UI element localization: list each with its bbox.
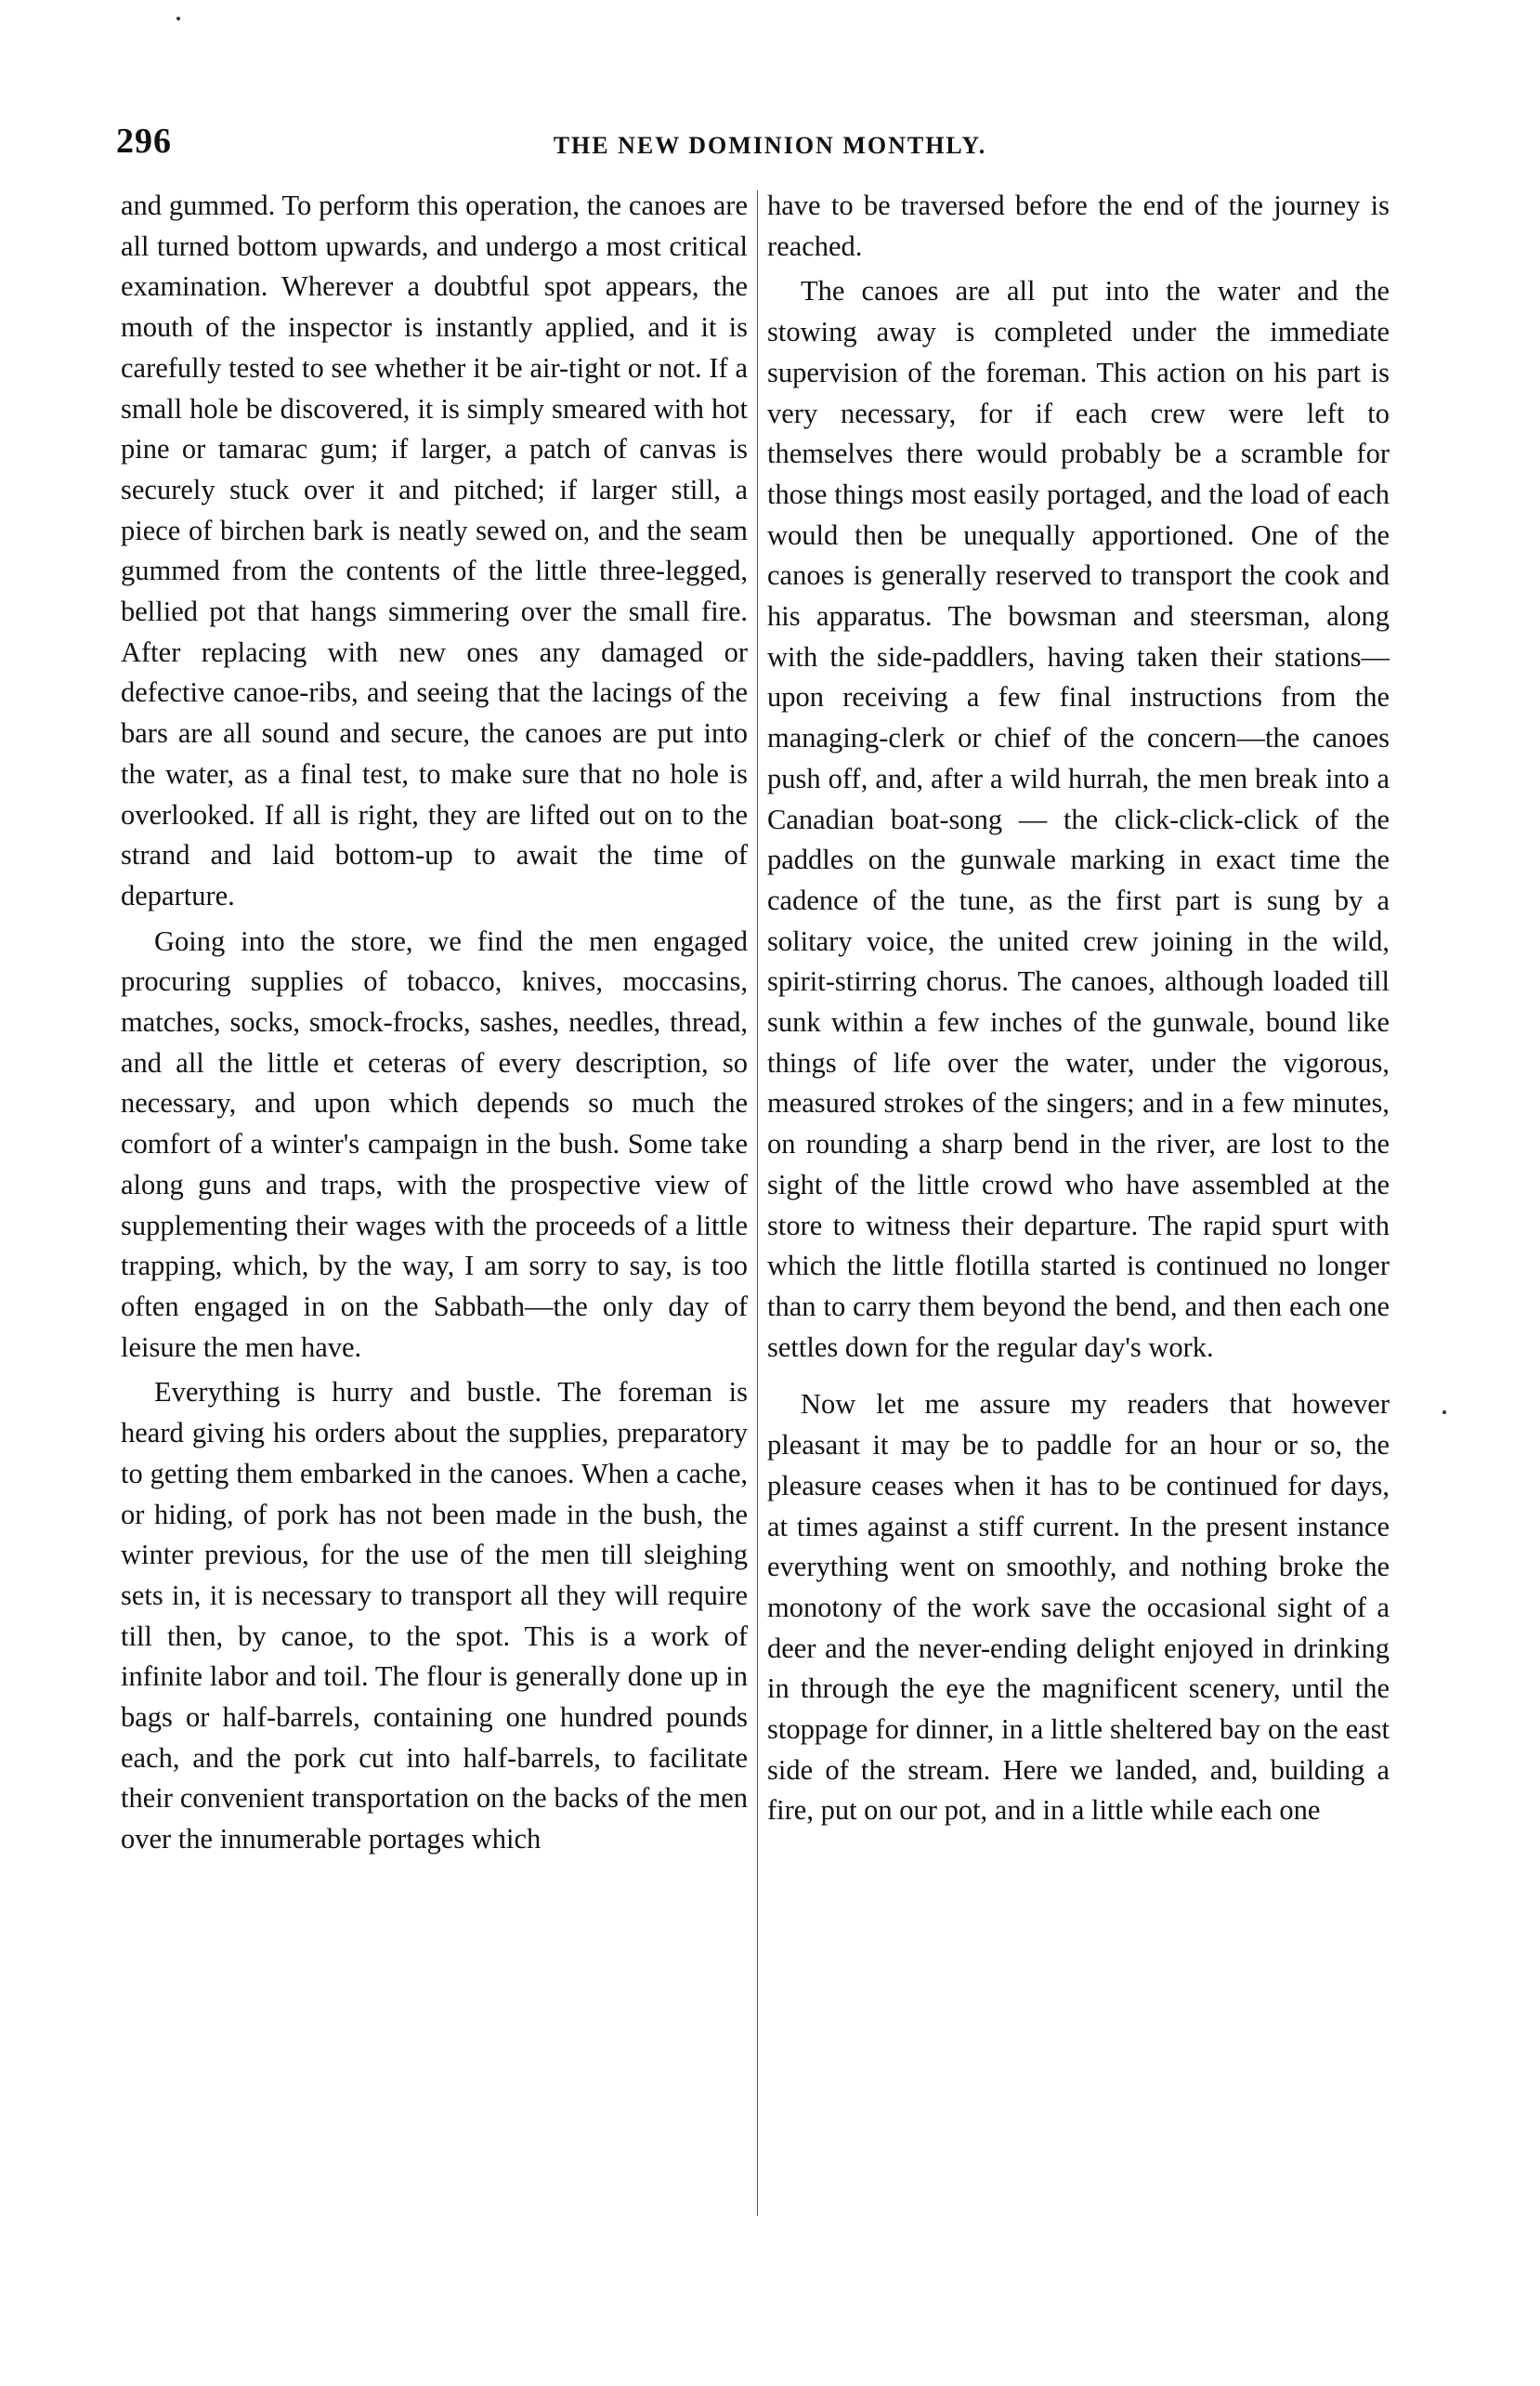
paragraph: The canoes are all put into the water and the stowing away is completed under the immediate supervision of the foreman. This action on his part is very necessary, for if each crew were left to themselves there would probably be a scramble for those things most easily portaged, and the load of each would then be unequally apportioned. One of the canoes is generally reserved to transport the cook and his apparatus. The bowsman and steersman, along with the side-paddlers, having taken their stations—upon receiving a few final instructions from the managing-clerk or chief of the concern—the canoes push off, and, after a wild hurrah, the men break into a Canadian boat-song — the click-click-click of the paddles on the gunwale marking in exact time the cadence of the tune, as the first part is sung by a solitary voice, the united crew joining in the wild, spirit-stirring chorus. The canoes, although loaded till sunk within a few inches of the gunwale, bound like things of life over the water, under the vigorous, measured strokes of the singers; and in a few minutes, on rounding a sharp bend in the river, are lost to the sight of the little crowd who have assembled at the store to witness their departure. The rapid spurt with which the little flotilla started is continued no longer than to carry them beyond the bend, and then each one settles down for the regular day's work. bbox=[767, 275, 1390, 1363]
left-column bbox=[121, 186, 748, 1860]
paragraph: Now let me assure my readers that however pleasant it may be to paddle for an hour or so, the pleasure ceases when it has to be continued for days, at times against a stiff current. In the present instance everything went on smoothly, and nothing broke the monotony of the work save the occasional sight of a deer and the never-ending delight enjoyed in drinking in through the eye the magnificent scenery, until the stoppage for dinner, in a little sheltered bay on the east side of the stream. Here we landed, and, building a fire, put on our pot, and in a little while each one bbox=[767, 1388, 1390, 1827]
page-number: 296 bbox=[116, 122, 172, 161]
page-speck bbox=[176, 17, 180, 20]
paragraph: have to be traversed before the end of the journey is reached. bbox=[767, 190, 1390, 262]
paragraph: Everything is hurry and bustle. The foreman is heard giving his orders about the supplies, preparatory to getting them embarked in the canoes. When a cache, or hiding, of pork has not been made in the bush, the winter previous, for the use of the men till sleighing sets in, it is necessary to transport all they will require till then, by canoe, to the spot. This is a work of infinite labor and toil. The flour is generally done up in bags or half-barrels, containing one hundred pounds each, and the pork cut into half-barrels, to facilitate their convenient transportation on the backs of the men over the innumerable portages which bbox=[121, 1376, 748, 1855]
paragraph: and gummed. To perform this operation, the canoes are all turned bottom upwards, and undergo a most critical examination. Wherever a doubtful spot appears, the mouth of the inspector is instantly applied, and it is carefully tested to see whether it be air-tight or not. If a small hole be discovered, it is simply smeared with hot pine or tamarac gum; if larger, a patch of canvas is securely stuck over it and pitched; if larger still, a piece of birchen bark is neatly sewed on, and the seam gummed from the contents of the little three-legged, bellied pot that hangs simmering over the small fire. After replacing with new ones any damaged or defective canoe-ribs, and seeing that the lacings of the bars are all sound and secure, the canoes are put into the water, as a final test, to make sure that no hole is overlooked. If all is right, they are lifted out on to the strand and laid bottom-up to await the time of departure. bbox=[121, 190, 748, 911]
page-speck bbox=[1442, 1410, 1446, 1414]
column-divider bbox=[757, 190, 758, 2216]
right-column bbox=[767, 186, 1390, 1831]
running-title: THE NEW DOMINION MONTHLY. bbox=[553, 132, 987, 159]
paragraph: Going into the store, we find the men engaged procuring supplies of tobacco, knives, moccasins, matches, socks, smock-frocks, sashes, needles, thread, and all the little et ceteras of every description, so necessary, and upon which depends so much the comfort of a winter's campaign in the bush. Some take along guns and traps, with the prospective view of supplementing their wages with the proceeds of a little trapping, which, by the way, I am sorry to say, is too often engaged in on the Sabbath—the only day of leisure the men have. bbox=[121, 924, 748, 1363]
